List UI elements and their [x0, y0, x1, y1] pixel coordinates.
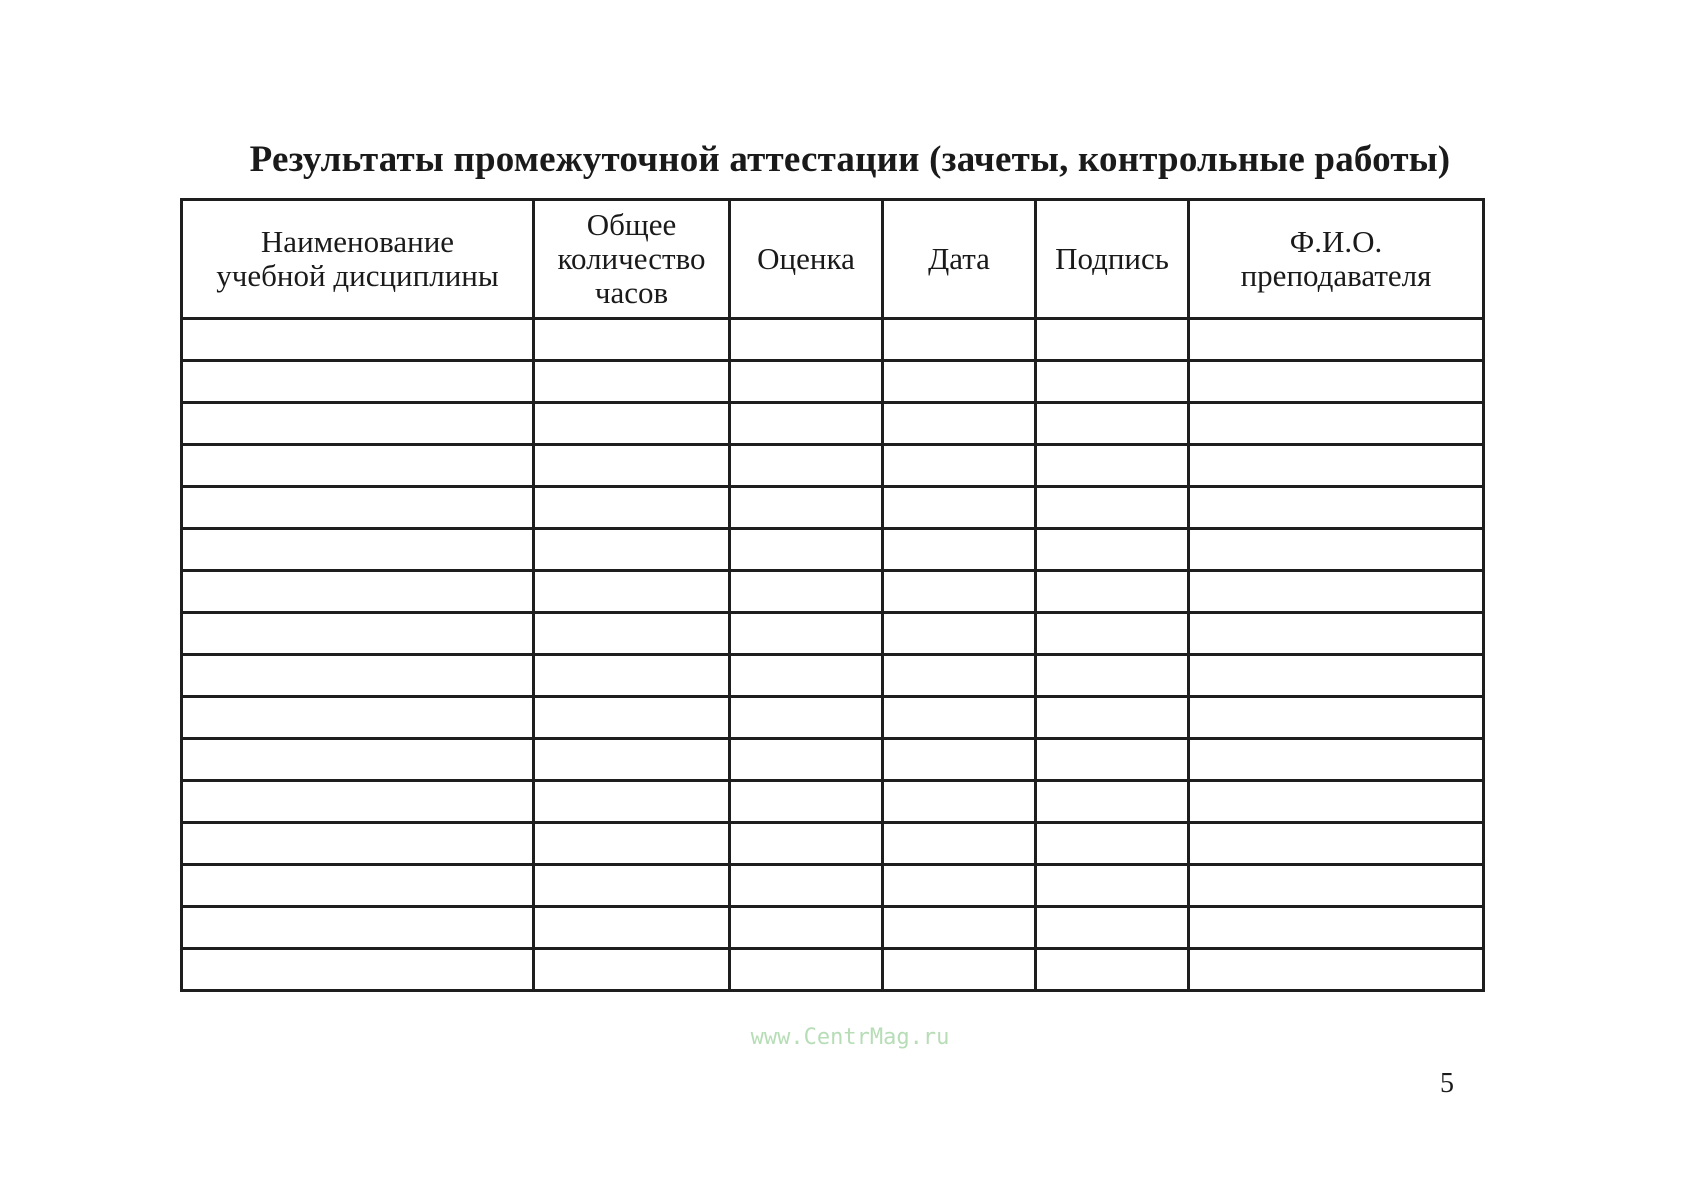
table-cell	[730, 907, 883, 949]
table-cell	[883, 403, 1036, 445]
table-cell	[534, 739, 730, 781]
table-cell	[534, 613, 730, 655]
table-header-row	[182, 200, 1484, 319]
table-cell	[182, 781, 534, 823]
table-cell	[883, 865, 1036, 907]
table-cell	[1189, 613, 1484, 655]
table-cell	[883, 529, 1036, 571]
table-row	[182, 529, 1484, 571]
table-cell	[1189, 403, 1484, 445]
table-cell	[182, 739, 534, 781]
table-cell	[1036, 445, 1189, 487]
header-line: часов	[594, 275, 669, 310]
table-cell	[730, 487, 883, 529]
table-cell	[1189, 949, 1484, 991]
table-cell	[1036, 487, 1189, 529]
header-line: Оценка	[757, 241, 855, 276]
table-cell	[534, 571, 730, 613]
table-cell	[1036, 403, 1189, 445]
table-cell	[730, 529, 883, 571]
table-cell	[1036, 571, 1189, 613]
table-cell	[883, 487, 1036, 529]
table-cell	[1189, 781, 1484, 823]
attestation-table-wrapper	[180, 198, 1482, 992]
table-cell	[1036, 865, 1189, 907]
table-cell	[730, 445, 883, 487]
table-cell	[534, 697, 730, 739]
header-line: Дата	[928, 241, 990, 276]
table-cell	[1189, 445, 1484, 487]
table-cell	[1189, 319, 1484, 361]
table-cell	[182, 571, 534, 613]
table-cell	[534, 907, 730, 949]
table-cell	[730, 823, 883, 865]
table-cell	[730, 361, 883, 403]
page-title: Результаты промежуточной аттестации (зачеты, контрольные работы)	[249, 139, 1451, 180]
table-cell	[534, 655, 730, 697]
table-cell	[182, 907, 534, 949]
table-cell	[534, 865, 730, 907]
table-cell	[182, 445, 534, 487]
table-cell	[1189, 865, 1484, 907]
table-cell	[1036, 949, 1189, 991]
table-cell	[730, 613, 883, 655]
table-cell	[730, 319, 883, 361]
table-row	[182, 739, 1484, 781]
table-cell	[182, 403, 534, 445]
table-cell	[1189, 655, 1484, 697]
table-row	[182, 907, 1484, 949]
header-signature	[1036, 200, 1189, 319]
header-discipline	[182, 200, 534, 319]
table-cell	[883, 319, 1036, 361]
watermark-url: www.CentrMag.ru	[750, 1025, 950, 1050]
table-cell	[1036, 823, 1189, 865]
table-row	[182, 445, 1484, 487]
header-line: Ф.И.О.	[1289, 224, 1383, 259]
table-cell	[730, 655, 883, 697]
header-hours	[534, 200, 730, 319]
table-row	[182, 487, 1484, 529]
table-cell	[883, 445, 1036, 487]
table-body	[182, 319, 1484, 991]
table-cell	[1036, 655, 1189, 697]
header-date	[883, 200, 1036, 319]
header-line: Общее	[586, 207, 677, 242]
table-cell	[534, 319, 730, 361]
table-cell	[534, 529, 730, 571]
table-row	[182, 655, 1484, 697]
table-cell	[730, 865, 883, 907]
table-cell	[883, 907, 1036, 949]
table-cell	[1189, 571, 1484, 613]
table-cell	[883, 613, 1036, 655]
table-cell	[730, 697, 883, 739]
table-cell	[730, 949, 883, 991]
table-cell	[534, 823, 730, 865]
table-cell	[883, 697, 1036, 739]
table-cell	[883, 739, 1036, 781]
table-cell	[1036, 613, 1189, 655]
page-number: 5	[1440, 1068, 1454, 1099]
table-row	[182, 697, 1484, 739]
table-cell	[1189, 697, 1484, 739]
table-row	[182, 571, 1484, 613]
header-line: преподавателя	[1240, 258, 1432, 293]
table-cell	[182, 487, 534, 529]
table-cell	[1189, 361, 1484, 403]
header-teacher-name	[1189, 200, 1484, 319]
table-cell	[1036, 907, 1189, 949]
table-cell	[1189, 907, 1484, 949]
table-cell	[182, 823, 534, 865]
header-grade	[730, 200, 883, 319]
table-cell	[182, 655, 534, 697]
table-cell	[1036, 739, 1189, 781]
table-row	[182, 823, 1484, 865]
attestation-table	[180, 198, 1485, 992]
table-cell	[534, 361, 730, 403]
table-cell	[1189, 487, 1484, 529]
table-cell	[534, 445, 730, 487]
table-cell	[730, 739, 883, 781]
table-row	[182, 361, 1484, 403]
table-row	[182, 613, 1484, 655]
table-cell	[534, 403, 730, 445]
table-cell	[534, 781, 730, 823]
table-cell	[182, 529, 534, 571]
table-cell	[534, 487, 730, 529]
table-cell	[730, 403, 883, 445]
header-line: учебной дисциплины	[216, 258, 499, 293]
table-cell	[182, 949, 534, 991]
table-cell	[1036, 529, 1189, 571]
table-cell	[883, 823, 1036, 865]
header-line: Подпись	[1055, 241, 1169, 276]
table-cell	[182, 361, 534, 403]
table-cell	[1036, 781, 1189, 823]
table-cell	[1036, 319, 1189, 361]
table-cell	[1036, 361, 1189, 403]
table-row	[182, 781, 1484, 823]
table-cell	[1189, 739, 1484, 781]
table-cell	[883, 361, 1036, 403]
table-cell	[182, 697, 534, 739]
table-cell	[534, 949, 730, 991]
header-line: количество	[557, 241, 706, 276]
table-cell	[182, 865, 534, 907]
table-row	[182, 319, 1484, 361]
table-cell	[1189, 823, 1484, 865]
table-cell	[883, 949, 1036, 991]
table-cell	[883, 571, 1036, 613]
table-cell	[1036, 697, 1189, 739]
table-cell	[883, 781, 1036, 823]
table-cell	[730, 781, 883, 823]
table-cell	[182, 613, 534, 655]
table-cell	[182, 319, 534, 361]
table-row	[182, 403, 1484, 445]
table-row	[182, 949, 1484, 991]
table-cell	[1189, 529, 1484, 571]
table-row	[182, 865, 1484, 907]
table-cell	[883, 655, 1036, 697]
table-cell	[730, 571, 883, 613]
header-line: Наименование	[260, 224, 455, 259]
